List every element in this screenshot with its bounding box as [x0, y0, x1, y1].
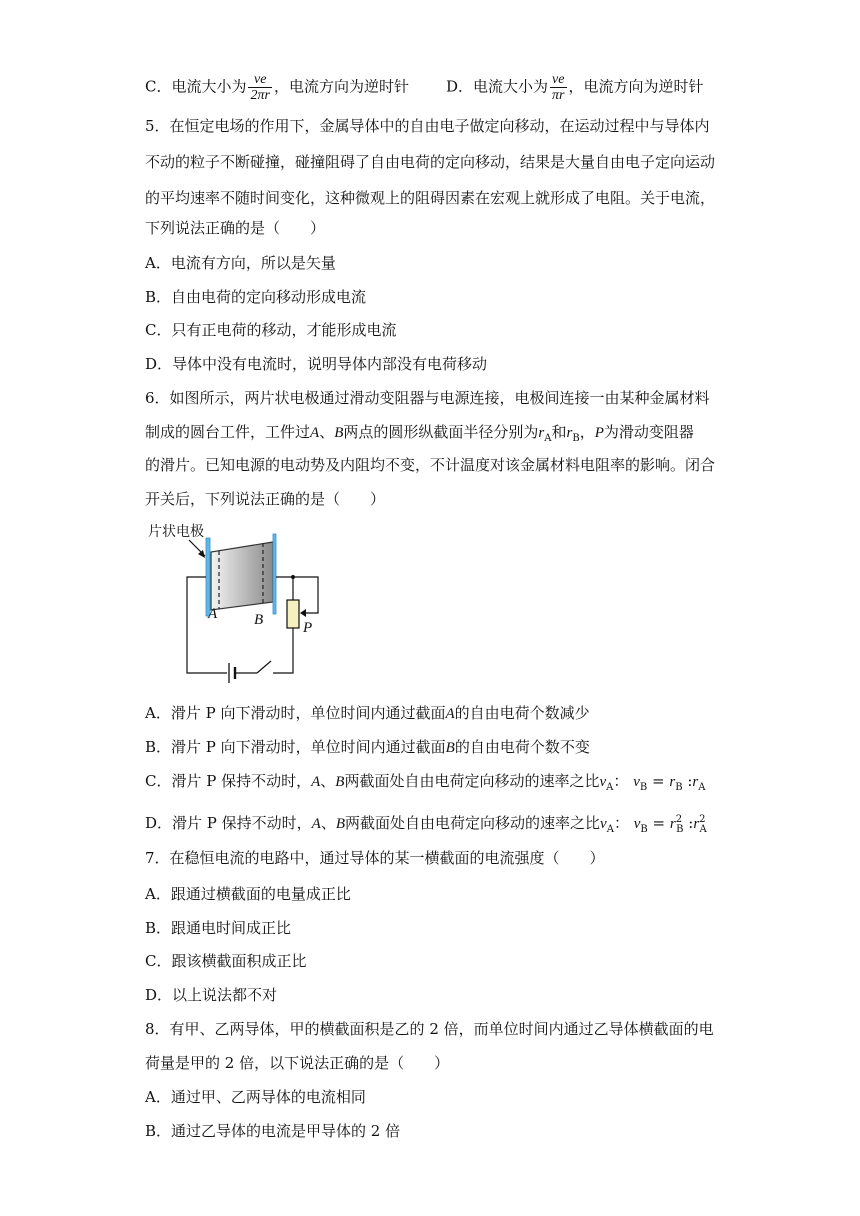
wire-top-right — [276, 577, 293, 600]
q6-stem-line-2: 制成的圆台工件，工件过A、B两点的圆形纵截面半径分别为$r_A$和$r_B$，P为滑动变阻器 — [145, 423, 694, 444]
q5-stem-line-1: 5．在恒定电场的作用下，金属导体中的自由电子做定向移动，在运动过程中与导体内 — [145, 117, 710, 135]
label-a: A — [208, 606, 218, 622]
q7-option-a: A．跟通过横截面的电量成正比 — [145, 885, 351, 903]
q8-stem-line-2: 荷量是甲的 2 倍，以下说法正确的是（ ） — [145, 1054, 450, 1072]
rheostat — [287, 600, 299, 628]
q7-option-d: D．以上说法都不对 — [145, 986, 278, 1004]
fraction-ve-over-pir: $\frac{ve}{\pi r}$ — [552, 72, 565, 103]
q6-option-d: D．滑片 P 保持不动时，A、B两截面处自由电荷定向移动的速率之比$v_A$： $v_B = r^2_B$ $:r^2_A$ — [145, 814, 707, 835]
slider-arrow-p — [300, 609, 306, 617]
q5-option-c: C．只有正电荷的移动，才能形成电流 — [145, 321, 397, 339]
q6-stem-line-3: 的滑片。已知电源的电动势及内阻均不变，不计温度对该金属材料电阻率的影响。闭合 — [145, 456, 716, 474]
q5-stem-line-3: 的平均速率不随时间变化，这种微观上的阻碍因素在宏观上就形成了电阻。关于电流， — [145, 189, 716, 207]
q5-stem-line-4: 下列说法正确的是（ ） — [145, 219, 326, 237]
q6-option-a: A．滑片 P 向下滑动时，单位时间内通过截面A的自由电荷个数减少 — [145, 704, 590, 722]
q6-option-b: B．滑片 P 向下滑动时，单位时间内通过截面B的自由电荷个数不变 — [145, 738, 590, 756]
electrode-pointer-head — [198, 550, 205, 558]
q6-stem-line-4: 开关后，下列说法正确的是（ ） — [145, 490, 386, 508]
q4-option-d: D．电流大小为 $\frac{ve}{\pi r}$ ，电流方向为逆时针 — [446, 72, 704, 103]
q8-stem-line-1: 8．有甲、乙两导体，甲的横截面积是乙的 2 倍，而单位时间内通过乙导体横截面的电 — [145, 1020, 714, 1038]
q5-option-b: B．自由电荷的定向移动形成电流 — [145, 288, 367, 306]
label-p: P — [303, 620, 313, 636]
wire-right — [273, 628, 293, 673]
label-b: B — [254, 612, 264, 628]
q5-option-d: D．导体中没有电流时，说明导体内部没有电荷移动 — [145, 355, 488, 373]
circuit-diagram — [145, 520, 335, 695]
q5-stem-line-2: 不动的粒子不断碰撞，碰撞阻碍了自由电荷的定向移动，结果是大量自由电子定向运动 — [145, 153, 716, 171]
right-electrode — [273, 534, 276, 614]
left-electrode — [206, 538, 210, 616]
q7-option-c: C．跟该横截面积成正比 — [145, 952, 307, 970]
q4-option-c: C．电流大小为 $\frac{ve}{2\pi r}$ ，电流方向为逆时针 — [145, 72, 409, 103]
q7-stem: 7．在稳恒电流的电路中，通过导体的某一横截面的电流强度（ ） — [145, 849, 605, 867]
switch-lever — [257, 661, 271, 673]
electrode-label: 片状电极 — [148, 523, 204, 539]
q8-option-b: B．通过乙导体的电流是甲导体的 2 倍 — [145, 1122, 401, 1140]
q8-option-a: A．通过甲、乙两导体的电流相同 — [145, 1088, 366, 1106]
fraction-ve-over-2pir: $\frac{ve}{2\pi r}$ — [250, 72, 270, 103]
frustum-workpiece — [211, 542, 273, 610]
q6-option-c: C．滑片 P 保持不动时，A、B两截面处自由电荷定向移动的速率之比$v_A$： $v_B = r_B$ $:r_A$ — [145, 772, 706, 793]
q5-option-a: A．电流有方向，所以是矢量 — [145, 254, 336, 272]
q7-option-b: B．跟通电时间成正比 — [145, 919, 292, 937]
q6-stem-line-1: 6．如图所示，两片状电极通过滑动变阻器与电源连接，电极间连接一由某种金属材料 — [145, 389, 710, 407]
